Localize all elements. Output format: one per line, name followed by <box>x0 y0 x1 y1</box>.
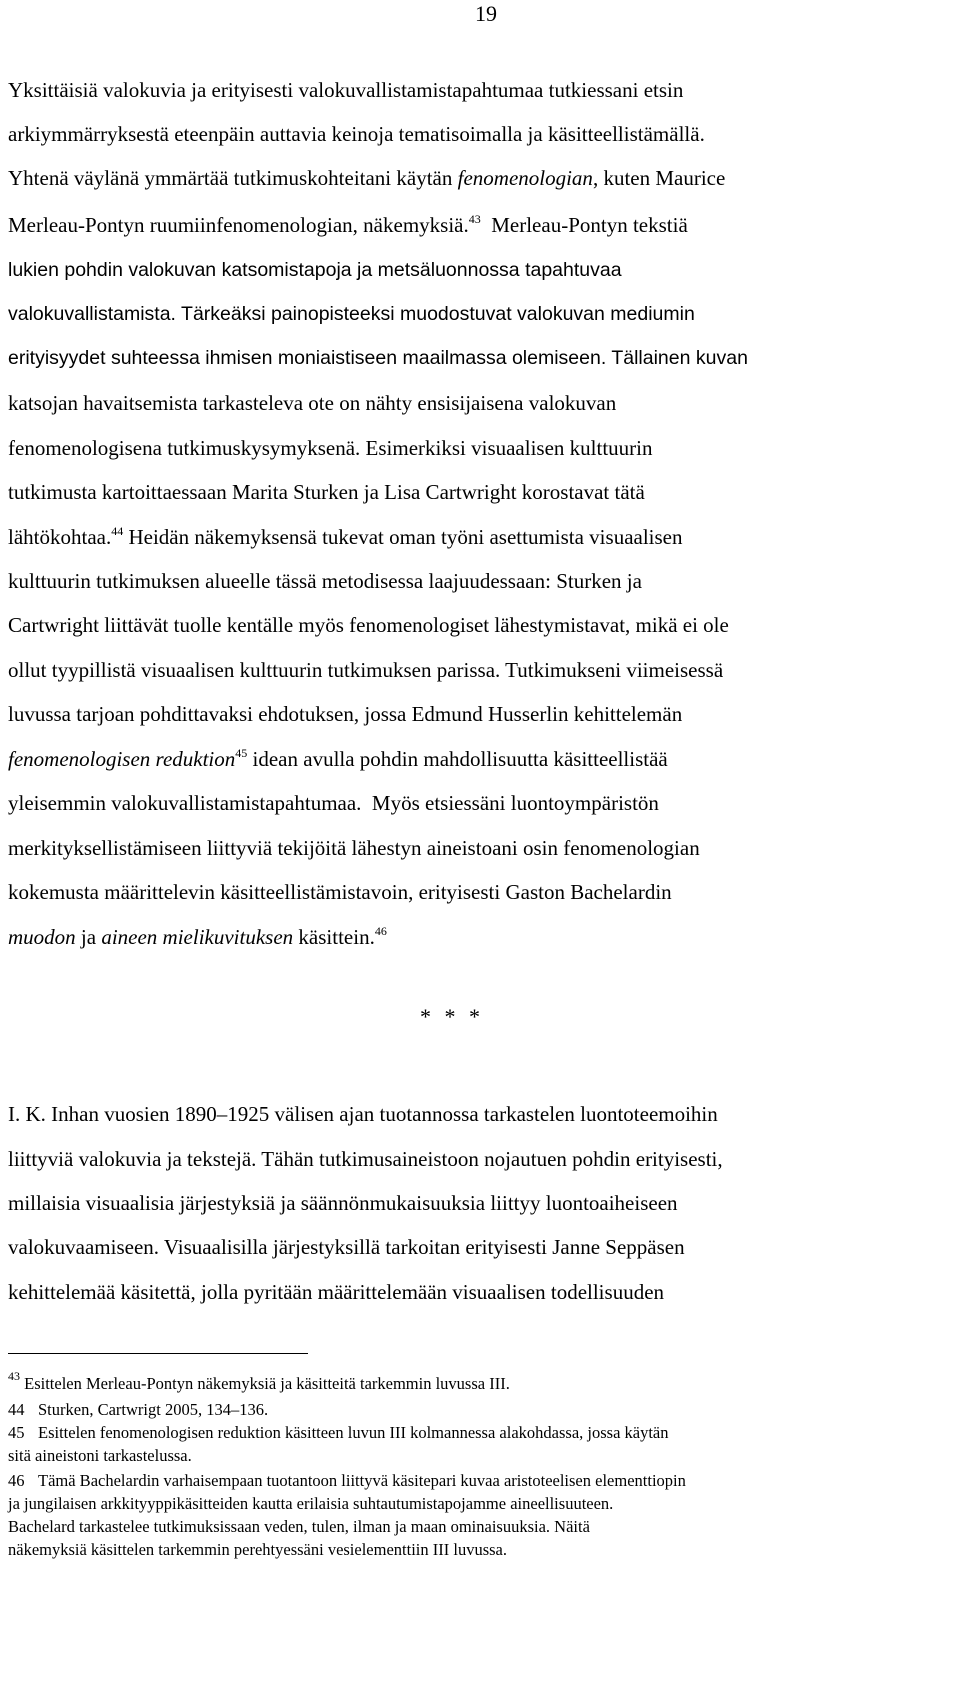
footnote-number: 46 <box>8 1471 25 1490</box>
footnote-46-continued: näkemyksiä käsittelen tarkemmin perehtyessäni vesielementtiin III luvussa. <box>8 1540 507 1559</box>
body-line: yleisemmin valokuvallistamistapahtumaa. Myös etsiessäni luontoympäristön <box>8 791 659 815</box>
body-line: fenomenologisena tutkimuskysymyksenä. Esimerkiksi visuaalisen kulttuurin <box>8 436 653 460</box>
body-line: arkiymmärryksestä eteenpäin auttavia keinoja tematisoimalla ja käsitteellistämällä. <box>8 122 705 146</box>
italic-term: fenomenologisen reduktion <box>8 747 236 771</box>
page-number: 19 <box>475 1 497 26</box>
body-line: Cartwright liittävät tuolle kentälle myös fenomenologiset lähestymistavat, mikä ei ole <box>8 613 729 637</box>
body-line: millaisia visuaalisia järjestyksiä ja säännönmukaisuuksia liittyy luontoaiheiseen <box>8 1191 678 1215</box>
footnote-46-continued: Bachelard tarkastelee tutkimuksissaan veden, tulen, ilman ja maan ominaisuuksia. Näitä <box>8 1517 590 1536</box>
body-line: Yksittäisiä valokuvia ja erityisesti valokuvallistamistapahtumaa tutkiessani etsin <box>8 78 684 102</box>
footnote-ref[interactable]: 43 <box>468 212 481 226</box>
body-line: tutkimusta kartoittaessaan Marita Sturken ja Lisa Cartwright korostavat tätä <box>8 480 645 504</box>
footnote-ref[interactable]: 45 <box>235 746 248 760</box>
body-line: liittyviä valokuvia ja tekstejä. Tähän tutkimusaineistoon nojautuen pohdin erityisesti, <box>8 1147 723 1171</box>
body-line: lähtökohtaa.$^{44}$ Heidän näkemyksensä tukevat oman työni asettumista visuaalisen <box>8 524 683 549</box>
italic-term: fenomenologian <box>457 166 593 190</box>
body-line: kokemusta määrittelevin käsitteellistämistavoin, erityisesti Gaston Bachelardin <box>8 880 672 904</box>
body-line: valokuvallistamista. Tärkeäksi painopisteeksi muodostuvat valokuvan mediumin <box>8 303 695 325</box>
body-line: merkityksellistämiseen liittyviä tekijöitä lähestyn aineistoani osin fenomenologian <box>8 836 700 860</box>
italic-term: aineen mielikuvituksen <box>101 925 294 949</box>
body-line: erityisyydet suhteessa ihmisen moniaistiseen maailmassa olemiseen. Tällainen kuvan <box>8 347 748 369</box>
body-line: valokuvaamiseen. Visuaalisilla järjestyksillä tarkoitan erityisesti Janne Seppäsen <box>8 1235 685 1259</box>
footnote-separator <box>8 1353 308 1354</box>
footnote-44: 44 Sturken, Cartwrigt 2005, 134–136. <box>8 1400 269 1419</box>
italic-term: muodon <box>8 925 76 949</box>
body-line: muodon ja aineen mielikuvituksen käsittein.$^{46}$ <box>8 924 387 949</box>
body-line: kulttuurin tutkimuksen alueelle tässä metodisessa laajuudessaan: Sturken ja <box>8 569 642 593</box>
body-line: I. K. Inhan vuosien 1890–1925 välisen ajan tuotannossa tarkastelen luontoteemoihin <box>8 1102 718 1126</box>
footnote-43: $^{43}$ Esittelen Merleau-Pontyn näkemyksiä ja käsitteitä tarkemmin luvussa III. <box>8 1369 510 1393</box>
footnote-45-continued: sitä aineistoni tarkastelussa. <box>8 1446 192 1465</box>
footnote-46: 46 Tämä Bachelardin varhaisempaan tuotantoon liittyvä käsitepari kuvaa aristoteelisen elementtiopin <box>8 1471 686 1490</box>
section-separator: * * * <box>420 1004 484 1029</box>
body-line: fenomenologisen reduktion$^{45}$ idean avulla pohdin mahdollisuutta käsitteellistää <box>8 746 668 771</box>
body-line: lukien pohdin valokuvan katsomistapoja ja metsäluonnossa tapahtuvaa <box>8 259 622 281</box>
footnote-ref[interactable]: 44 <box>111 524 124 538</box>
footnote-number: 44 <box>8 1400 25 1419</box>
body-line: Merleau-Pontyn ruumiinfenomenologian, näkemyksiä.$^{43}$ Merleau-Pontyn tekstiä <box>8 212 688 237</box>
body-line: katsojan havaitsemista tarkasteleva ote on nähty ensisijaisena valokuvan <box>8 391 617 415</box>
body-line: kehittelemää käsitettä, jolla pyritään määrittelemään visuaalisen todellisuuden <box>8 1280 665 1304</box>
body-line: luvussa tarjoan pohdittavaksi ehdotuksen, jossa Edmund Husserlin kehittelemän <box>8 702 683 726</box>
body-line: Yhtenä väylänä ymmärtää tutkimuskohteitani käytän fenomenologian, kuten Maurice <box>8 166 726 190</box>
footnote-45: 45 Esittelen fenomenologisen reduktion käsitteen luvun III kolmannessa alakohdassa, jossa käytän <box>8 1423 669 1442</box>
footnote-46-continued: ja jungilaisen arkkityyppikäsitteiden kautta erilaisia suhtautumistapojamme aineellisuuteen. <box>8 1494 614 1513</box>
footnote-ref[interactable]: 46 <box>374 924 387 938</box>
footnote-number: 43 <box>8 1369 20 1383</box>
body-line: ollut tyypillistä visuaalisen kulttuurin tutkimuksen parissa. Tutkimukseni viimeisessä <box>8 658 724 682</box>
footnote-number: 45 <box>8 1423 25 1442</box>
